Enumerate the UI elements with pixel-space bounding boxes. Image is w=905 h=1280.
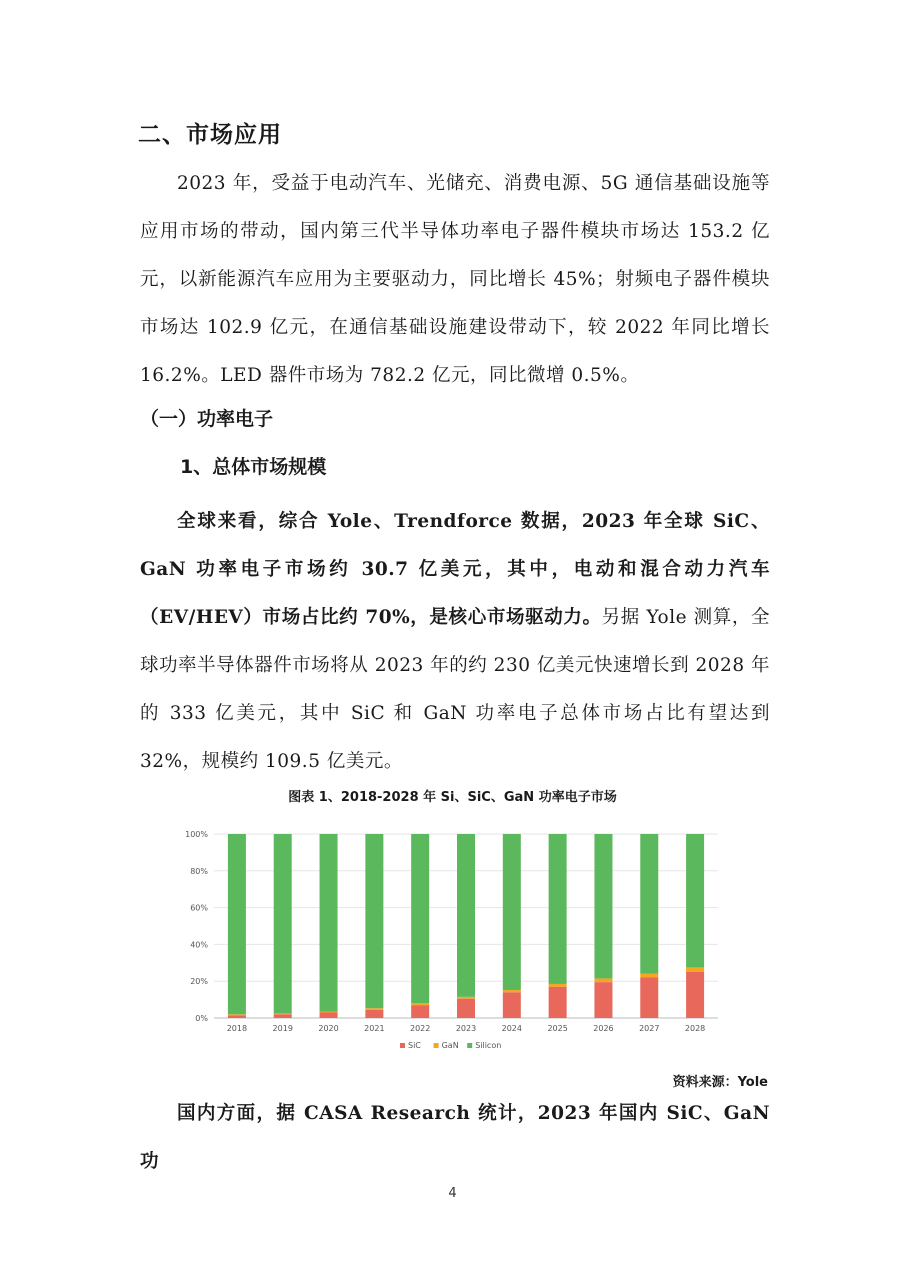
bar-gan-2023 <box>457 997 475 999</box>
bar-silicon-2022 <box>411 834 429 1003</box>
bar-gan-2024 <box>503 990 521 992</box>
legend-label-sic: SiC <box>408 1041 421 1050</box>
page-number: 4 <box>448 1186 457 1201</box>
x-tick-label: 2020 <box>318 1024 339 1033</box>
bar-sic-2018 <box>228 1015 246 1018</box>
bar-silicon-2020 <box>320 834 338 1012</box>
paragraph-bold-lead: 全球来看，综合 Yole、Trendforce 数据，2023 年全球 SiC、GaN 功率电子市场约 30.7 亿美元，其中，电动和混合动力汽车（EV/HEV）市场占比约 70%，是核心市场驱动力。 <box>140 511 770 628</box>
x-tick-label: 2024 <box>501 1024 522 1033</box>
figure-caption: 图表 1、2018-2028 年 Si、SiC、GaN 功率电子市场 <box>288 790 617 805</box>
paragraph-bold-lead-2: 国内方面，据 CASA Research 统计，2023 年国内 SiC、GaN 功 <box>140 1103 770 1172</box>
bar-sic-2020 <box>320 1012 338 1018</box>
y-tick-label: 0% <box>195 1014 208 1023</box>
subsubsection-title: 1、总体市场规模 <box>180 456 327 478</box>
chart-svg <box>178 820 726 1058</box>
bar-sic-2023 <box>457 999 475 1018</box>
x-tick-label: 2028 <box>684 1024 706 1033</box>
x-tick-label: 2025 <box>547 1024 568 1033</box>
bar-sic-2028 <box>686 972 704 1018</box>
bar-gan-2028 <box>686 967 704 972</box>
legend-label-silicon: Silicon <box>475 1041 502 1050</box>
bar-gan-2027 <box>640 974 658 978</box>
bar-gan-2025 <box>549 984 567 987</box>
bar-silicon-2018 <box>228 834 246 1014</box>
bar-silicon-2028 <box>686 834 704 967</box>
x-tick-label: 2023 <box>455 1024 477 1033</box>
legend-swatch-sic <box>400 1043 405 1048</box>
figure-source: 资料来源：Yole <box>672 1075 768 1090</box>
section-title: 二、市场应用 <box>138 122 282 148</box>
y-tick-label: 80% <box>190 866 208 876</box>
x-tick-label: 2026 <box>593 1024 614 1033</box>
bar-sic-2025 <box>549 987 567 1018</box>
bar-silicon-2023 <box>457 834 475 997</box>
paragraph-market-overview: 2023 年，受益于电动汽车、光储充、消费电源、5G 通信基础设施等应用市场的带动，国内第三代半导体功率电子器件模块市场达 153.2 亿元，以新能源汽车应用为主要驱动力，同比增长 45%；射频电子器件模块市场达 102.9 亿元，在通信基础设施建设带动下，较 2022 年同比增长 16.2%。LED 器件市场为 782.2 亿元，同比微增 0.5%。 <box>140 173 770 386</box>
bar-gan-2022 <box>411 1003 429 1005</box>
x-tick-label: 2019 <box>272 1024 293 1033</box>
bar-silicon-2024 <box>503 834 521 990</box>
bar-sic-2026 <box>594 982 612 1018</box>
bar-sic-2024 <box>503 992 521 1018</box>
bar-sic-2021 <box>365 1010 383 1018</box>
bar-sic-2027 <box>640 978 658 1018</box>
bar-gan-2020 <box>320 1012 338 1013</box>
paragraph-domestic-market <box>140 1090 770 1186</box>
legend-swatch-silicon <box>467 1043 472 1048</box>
bar-gan-2026 <box>594 978 612 982</box>
bar-silicon-2019 <box>274 834 292 1013</box>
x-tick-label: 2027 <box>639 1024 660 1033</box>
bar-silicon-2026 <box>594 834 612 978</box>
y-tick-label: 60% <box>190 903 208 913</box>
y-tick-label: 100% <box>185 830 208 839</box>
paragraph-rest: 另据 Yole 测算，全球功率半导体器件市场将从 2023 年的约 230 亿美元快速增长到 2028 年的 333 亿美元，其中 SiC 和 GaN 功率电子总体市场占比有望达到 32%，规模约 109.5 亿美元。 <box>140 607 770 772</box>
bar-silicon-2021 <box>365 834 383 1008</box>
subsection-title: （一）功率电子 <box>140 408 274 430</box>
bar-gan-2019 <box>274 1013 292 1014</box>
x-tick-label: 2021 <box>364 1024 385 1033</box>
bar-gan-2018 <box>228 1014 246 1015</box>
x-tick-label: 2018 <box>226 1024 248 1033</box>
bar-sic-2022 <box>411 1005 429 1018</box>
paragraph-global-market <box>140 498 770 786</box>
bar-gan-2021 <box>365 1008 383 1009</box>
x-tick-label: 2022 <box>410 1024 431 1033</box>
bar-silicon-2025 <box>549 834 567 984</box>
bar-silicon-2027 <box>640 834 658 974</box>
legend-swatch-gan <box>434 1043 439 1048</box>
y-tick-label: 40% <box>190 940 208 950</box>
legend-label-gan: GaN <box>441 1041 459 1050</box>
y-tick-label: 20% <box>190 977 208 987</box>
stacked-bar-chart <box>178 820 726 1058</box>
bar-sic-2019 <box>274 1014 292 1018</box>
